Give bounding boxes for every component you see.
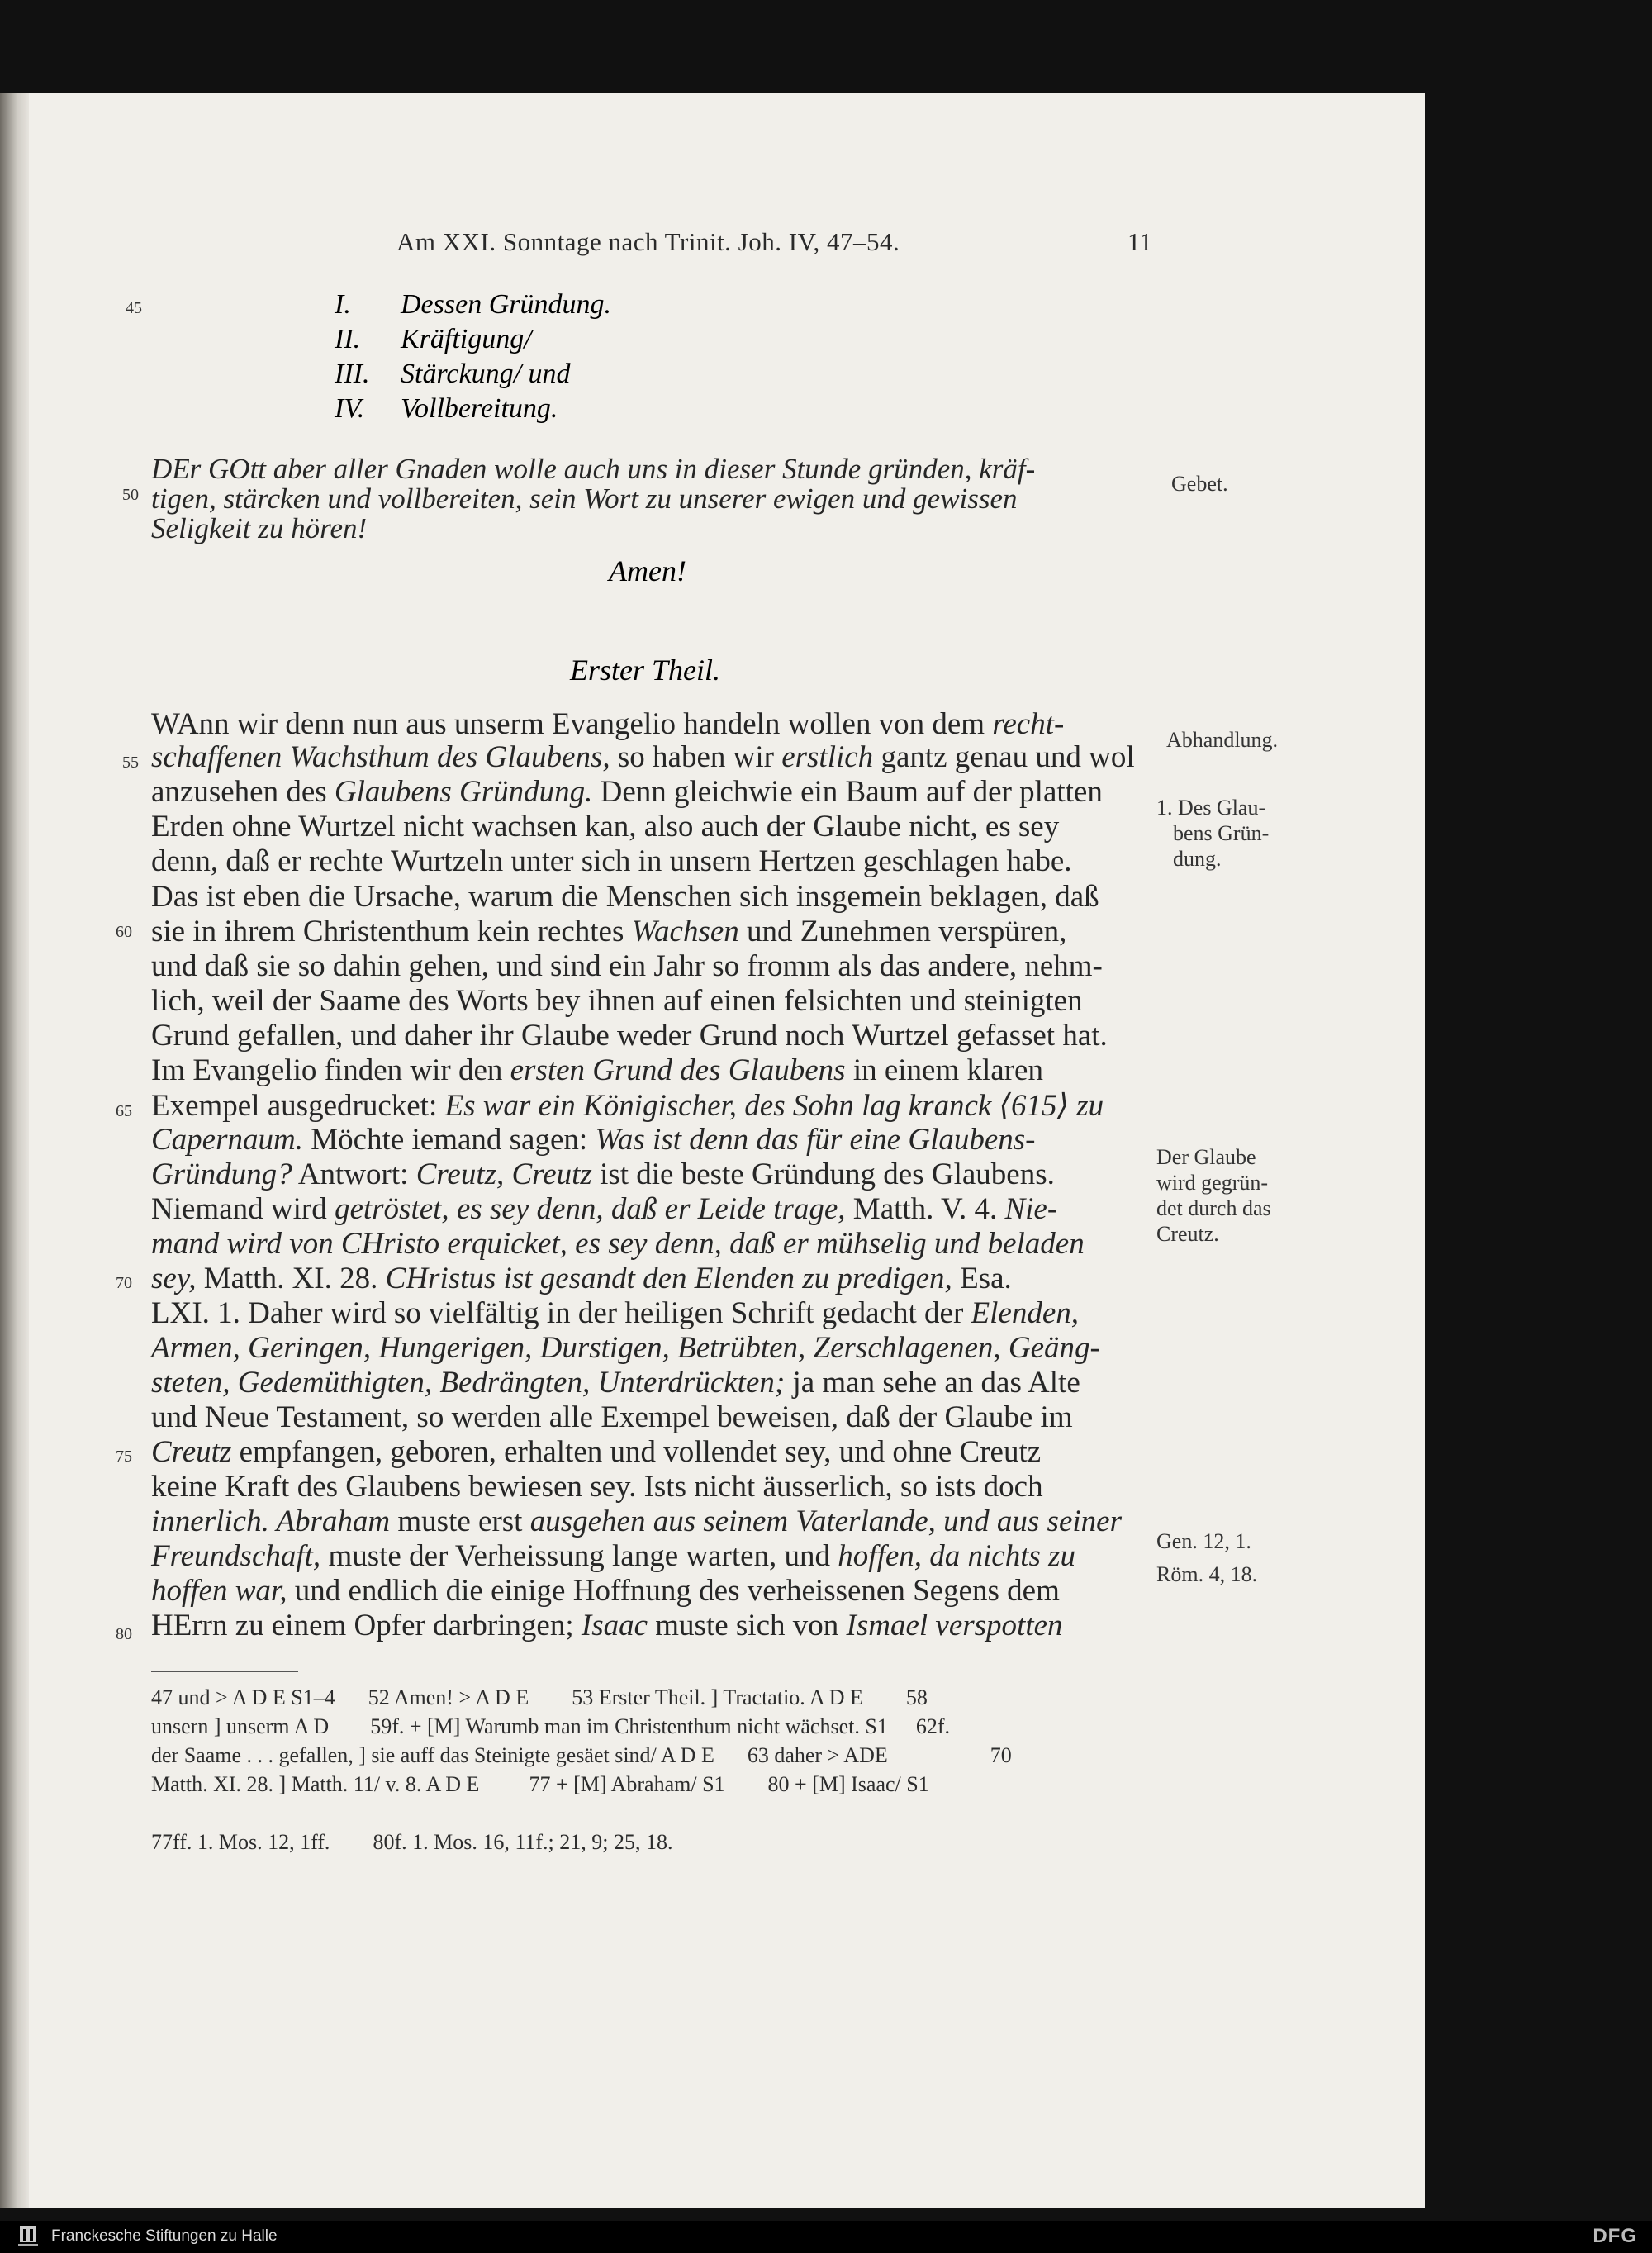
- body-line: und Neue Testament, so werden alle Exempel beweisen, daß der Glaube im: [151, 1400, 1073, 1434]
- text-run: Antwort:: [292, 1157, 416, 1191]
- body-line: [151, 739, 1135, 775]
- text-run: Im Evangelio finden wir den: [151, 1053, 510, 1087]
- outline-item: [335, 289, 611, 321]
- prayer-line: Seligkeit zu hören!: [151, 512, 368, 544]
- line-number: 50: [122, 486, 139, 504]
- apparatus-entry: der Saame . . . gefallen, ] sie auff das Steinigte gesäet sind/ A D E: [151, 1743, 714, 1767]
- text-run: Denn gleichwie ein Baum auf der platten: [592, 775, 1103, 809]
- text-run: Ismael verspotten: [846, 1609, 1063, 1642]
- apparatus-entry: Matth. XI. 28. ] Matth. 11/ v. 8. A D E: [151, 1772, 480, 1796]
- body-line: Grund gefallen, und daher ihr Glaube weder Grund noch Wurtzel gefasset hat.: [151, 1019, 1108, 1053]
- outline-text: Stärckung/ und: [401, 359, 571, 389]
- text-run: LXI. 1. Daher wird so vielfältig in der heiligen Schrift gedacht der: [151, 1296, 971, 1330]
- body-line: [151, 1053, 1043, 1088]
- apparatus-line: [151, 1685, 928, 1710]
- text-run: Capernaum.: [151, 1123, 303, 1157]
- body-line: [151, 1191, 1057, 1227]
- text-run: Creutz, Creutz: [415, 1157, 592, 1191]
- text-run: Was ist denn das für eine Glaubens-: [595, 1123, 1036, 1157]
- text-run: Esa.: [952, 1262, 1012, 1295]
- prayer-line: tigen, stärcken und vollbereiten, sein Wort zu unserer ewigen und gewissen: [151, 482, 1018, 515]
- text-run: muste der Verheissung lange warten, und: [320, 1539, 838, 1573]
- amen: Amen!: [609, 554, 686, 587]
- body-line: [151, 1434, 1041, 1470]
- text-run: muste sich von: [648, 1609, 847, 1642]
- margin-note-reference: Gen. 12, 1.: [1156, 1529, 1251, 1553]
- apparatus-entry: 77 + [M] Abraham/ S1: [529, 1772, 725, 1796]
- outline-item: [335, 359, 571, 390]
- margin-note-gebet: Gebet.: [1171, 472, 1228, 496]
- text-run: und endlich die einige Hoffnung des verheissenen Segens dem: [287, 1574, 1060, 1608]
- reference-entry: 77ff. 1. Mos. 12, 1ff.: [151, 1830, 330, 1854]
- body-line: [151, 914, 1066, 949]
- outline-text: Kräftigung/: [401, 324, 532, 354]
- line-number: 80: [116, 1625, 132, 1643]
- text-run: HErrn zu einem Opfer darbringen;: [151, 1609, 582, 1642]
- line-number: 55: [122, 753, 139, 772]
- text-run: Glaubens Gründung.: [334, 775, 593, 809]
- outline-numeral: II.: [335, 324, 361, 354]
- text-run: getröstet, es sey denn, daß er Leide trage,: [334, 1192, 846, 1226]
- text-run: Isaac: [581, 1609, 648, 1642]
- margin-note-reference: Röm. 4, 18.: [1156, 1562, 1258, 1586]
- prayer-line: DEr GOtt aber aller Gnaden wolle auch uns in dieser Stunde gründen, kräf-: [151, 453, 1036, 485]
- text-run: anzusehen des: [151, 775, 335, 809]
- text-run: Exempel ausgedrucket:: [151, 1089, 445, 1123]
- body-line: [151, 1504, 1122, 1539]
- outline-item: [335, 324, 532, 355]
- body-line: [151, 1538, 1075, 1574]
- text-run: CHristus ist gesandt den Elenden zu predigen,: [385, 1262, 952, 1295]
- margin-note: bens Grün-: [1173, 821, 1270, 845]
- section-title: Erster Theil.: [570, 654, 721, 687]
- text-run: innerlich. Abraham: [151, 1504, 391, 1538]
- outline-text: Dessen Gründung.: [401, 289, 611, 320]
- apparatus-entry: 53 Erster Theil. ] Tractatio. A D E: [572, 1685, 863, 1709]
- text-run: muste erst: [390, 1504, 530, 1538]
- text-run: und Zunehmen verspüren,: [738, 915, 1067, 948]
- body-line: und daß sie so dahin gehen, und sind ein Jahr so fromm als das andere, nehm-: [151, 949, 1103, 983]
- apparatus-entry: 80 + [M] Isaac/ S1: [767, 1772, 929, 1796]
- body-line: mand wird von CHristo erquicket, es sey denn, daß er mühselig und beladen: [151, 1227, 1085, 1261]
- outline-numeral: I.: [335, 289, 351, 320]
- text-run: recht-: [992, 707, 1065, 741]
- margin-note: wird gegrün-: [1156, 1171, 1269, 1195]
- text-run: hoffen war,: [151, 1574, 287, 1608]
- apparatus-entry: 63 daher > ADE: [747, 1743, 888, 1767]
- apparatus-entry: 47 und > A D E S1–4: [151, 1685, 335, 1709]
- text-run: WAnn wir denn nun aus unserm Evangelio handeln wollen von dem: [151, 707, 993, 741]
- outline-item: [335, 393, 558, 425]
- body-line: Armen, Geringen, Hungerigen, Durstigen, Betrübten, Zerschlagenen, Geäng-: [151, 1331, 1100, 1365]
- owner-label: Franckesche Stiftungen zu Halle: [51, 2227, 278, 2245]
- body-line: [151, 1157, 1055, 1192]
- foundation-logo-icon: [17, 2224, 40, 2249]
- text-run: schaffenen Wachsthum des Glaubens,: [151, 740, 610, 774]
- body-line: Erden ohne Wurtzel nicht wachsen kan, also auch der Glaube nicht, es sey: [151, 810, 1060, 844]
- running-title: Am XXI. Sonntage nach Trinit. Joh. IV, 47–54.: [396, 227, 900, 256]
- text-run: steten, Gedemüthigten, Bedrängten, Unterdrückten;: [151, 1366, 786, 1400]
- apparatus-entry: 52 Amen! > A D E: [368, 1685, 529, 1709]
- line-number: 75: [116, 1447, 132, 1466]
- body-line: [151, 1261, 1012, 1296]
- margin-note: Der Glaube: [1156, 1145, 1256, 1169]
- book-spine: [0, 93, 29, 2208]
- text-run: Creutz: [151, 1435, 232, 1469]
- body-line: keine Kraft des Glaubens bewiesen sey. Ists nicht äusserlich, so ists doch: [151, 1470, 1043, 1504]
- body-line: [151, 706, 1064, 742]
- line-number: 65: [116, 1102, 132, 1120]
- apparatus-line: [151, 1743, 1012, 1768]
- text-run: empfangen, geboren, erhalten und vollendet sey, und ohne Creutz: [231, 1435, 1042, 1469]
- margin-note: 1. Des Glau-: [1156, 796, 1266, 820]
- text-run: erstlich: [781, 740, 874, 774]
- apparatus-line: [151, 1714, 950, 1739]
- text-run: sey,: [151, 1262, 197, 1295]
- text-run: Gründung?: [151, 1157, 292, 1191]
- body-line: [151, 774, 1103, 810]
- body-line: [151, 1087, 1104, 1124]
- text-run: Matth. XI. 28.: [196, 1262, 386, 1295]
- text-run: ist die beste Gründung des Glaubens.: [591, 1157, 1055, 1191]
- text-run: Wachsen: [631, 915, 739, 948]
- line-number: 60: [116, 923, 132, 941]
- line-number: 70: [116, 1274, 132, 1292]
- margin-note: det durch das: [1156, 1196, 1271, 1220]
- apparatus-entry: 59f. + [M] Warumb man im Christenthum nicht wächset. S1: [370, 1714, 888, 1738]
- body-line: [151, 1573, 1060, 1609]
- outline-text: Vollbereitung.: [401, 393, 558, 424]
- outline-numeral: IV.: [335, 393, 365, 424]
- reference-line: [151, 1830, 672, 1855]
- text-run: Möchte iemand sagen:: [302, 1123, 596, 1157]
- text-run: hoffen, da nichts zu: [838, 1539, 1076, 1573]
- text-run: Elenden,: [971, 1296, 1079, 1330]
- apparatus-line: [151, 1772, 929, 1797]
- body-line: [151, 1608, 1063, 1643]
- apparatus-entry: 70: [990, 1743, 1012, 1767]
- text-run: sie in ihrem Christenthum kein rechtes: [151, 915, 632, 948]
- body-line: lich, weil der Saame des Worts bey ihnen auf einen felsichten und steinigten: [151, 984, 1083, 1018]
- text-run: Niemand wird: [151, 1192, 335, 1226]
- dfg-logo: DFG: [1593, 2225, 1637, 2247]
- body-line: [151, 1365, 1080, 1400]
- text-run: ersten Grund des Glaubens: [510, 1053, 846, 1087]
- body-line: [151, 1295, 1079, 1331]
- margin-note: dung.: [1173, 847, 1222, 871]
- apparatus-entry: unsern ] unserm A D: [151, 1714, 330, 1738]
- text-run: ja man sehe an das Alte: [785, 1366, 1080, 1400]
- apparatus-entry: 58: [905, 1685, 928, 1709]
- apparatus-entry: 62f.: [915, 1714, 950, 1738]
- margin-note: Creutz.: [1156, 1222, 1219, 1246]
- text-run: Freundschaft,: [151, 1539, 321, 1573]
- text-run: gantz genau und wol: [873, 740, 1135, 774]
- body-line: Das ist eben die Ursache, warum die Menschen sich insgemein beklagen, daß: [151, 880, 1099, 914]
- margin-note-abhandlung: Abhandlung.: [1166, 728, 1279, 752]
- text-run: Matth. V. 4.: [845, 1192, 1005, 1226]
- reference-entry: 80f. 1. Mos. 16, 11f.; 21, 9; 25, 18.: [373, 1830, 673, 1854]
- text-run: in einem klaren: [845, 1053, 1043, 1087]
- line-number: 45: [126, 299, 142, 317]
- text-run: Nie-: [1004, 1192, 1058, 1226]
- text-run: so haben wir: [610, 740, 782, 774]
- body-line: [151, 1122, 1036, 1157]
- text-run: ausgehen aus seinem Vaterlande, und aus seiner: [529, 1504, 1122, 1538]
- page-number: 11: [1127, 227, 1152, 256]
- footnote-rule: [151, 1671, 298, 1672]
- text-run: Es war ein Königischer, des Sohn lag kranck ⟨615⟩ zu: [444, 1089, 1104, 1123]
- viewer-footer: [0, 2221, 1652, 2253]
- outline-numeral: III.: [335, 359, 370, 389]
- body-line: denn, daß er rechte Wurtzeln unter sich in unsern Hertzen geschlagen habe.: [151, 844, 1072, 878]
